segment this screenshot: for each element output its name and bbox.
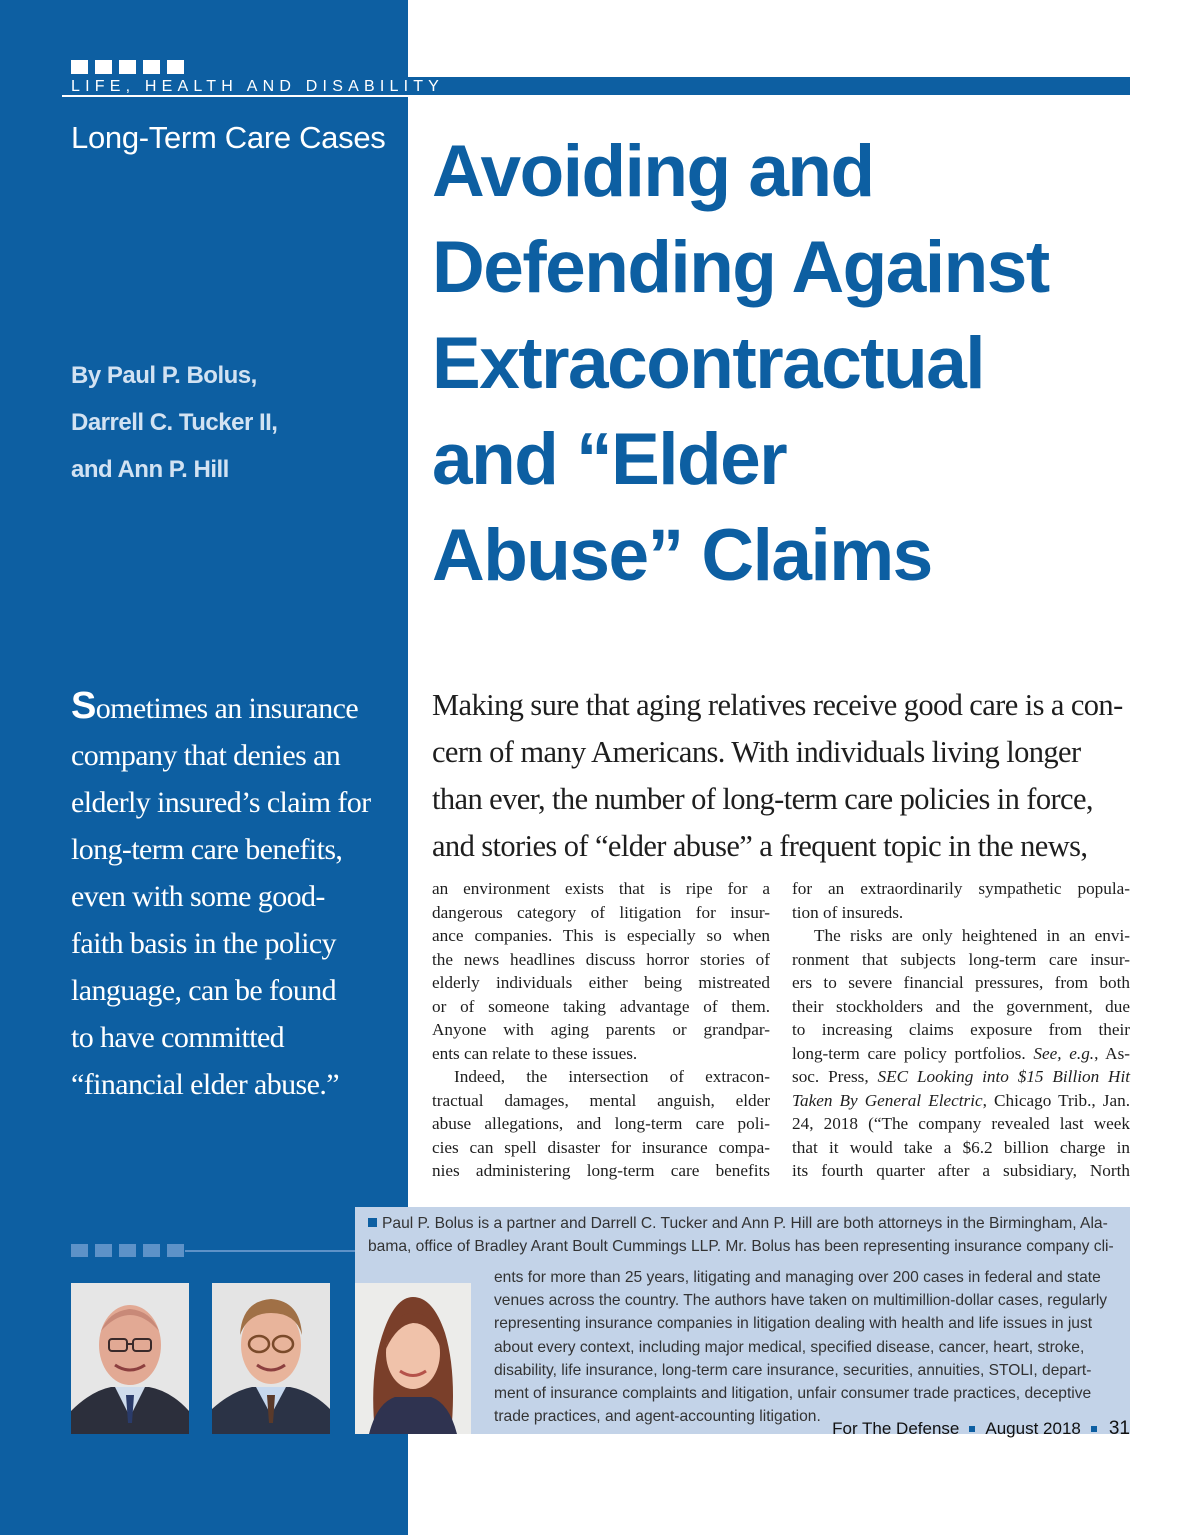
pull-quote-line: long-term care benefits, (71, 833, 343, 866)
pull-quote-line: to have committed (71, 1021, 285, 1054)
body-column-1 (432, 877, 770, 1183)
byline (71, 352, 277, 493)
drop-cap: S (71, 685, 96, 727)
body-line: that it would take a $6.2 billion charge in (792, 1137, 1130, 1157)
page-number: 31 (1108, 1418, 1130, 1439)
marker-square (95, 1244, 112, 1257)
pull-quote-line: company that denies an (71, 739, 341, 772)
body-column-2 (792, 877, 1130, 1183)
body-line: ers to severe financial pressures, from both (792, 973, 1130, 992)
bio-text: Paul P. Bolus is a partner and Darrell C. Tucker and Ann P. Hill are both attorneys in the Birmingham, Ala- (382, 1215, 1108, 1232)
publication-name: For The Defense (832, 1419, 960, 1438)
marker-square (119, 1244, 136, 1257)
body-line: cies can spell disaster for insurance compa- (432, 1137, 770, 1157)
body-line: 24, 2018 (“The company revealed last week (792, 1114, 1130, 1133)
bio-line: venues across the country. The authors have taken on multimillion-dollar cases, regularly (494, 1292, 1108, 1310)
body-line: nies administering long-term care benefits (432, 1161, 770, 1180)
body-line: tion of insureds. (792, 902, 904, 922)
marker-square (71, 1244, 88, 1257)
bio-line: about every context, including major medical, specified disease, cancer, heart, stroke, (494, 1338, 1085, 1356)
title-line: Defending Against (432, 227, 1049, 308)
bio-marker-line (185, 1250, 355, 1252)
body-line: tractual damages, mental anguish, elder (432, 1090, 770, 1110)
pull-quote-line: faith basis in the policy (71, 927, 336, 960)
lede-line: cern of many Americans. With individuals living longer (432, 735, 1081, 769)
body-line (792, 1042, 1130, 1066)
body-line: Indeed, the intersection of extracon- (454, 1067, 770, 1086)
article-title (432, 124, 1132, 604)
author-photo-bolus (71, 1283, 189, 1434)
issue-date: August 2018 (985, 1419, 1081, 1438)
body-line: dangerous category of litigation for insur- (432, 902, 770, 922)
byline-line: and Ann P. Hill (71, 456, 229, 483)
body-line: an environment exists that is ripe for a (432, 879, 770, 898)
body-line: ance companies. This is especially so when (432, 926, 770, 945)
section-marker-squares (71, 60, 184, 74)
body-line: or of someone taking advantage of them. (432, 996, 770, 1016)
body-line: the news headlines discuss horror stories of (432, 949, 770, 969)
lede-paragraph (432, 682, 1132, 870)
body-line (792, 1065, 1130, 1089)
body-line: its fourth quarter after a subsidiary, North (792, 1161, 1130, 1180)
bio-line: ment of insurance complaints and litigation, unfair consumer trade practices, deceptive (494, 1385, 1092, 1403)
portrait-illustration (355, 1283, 471, 1434)
title-line: Extracontractual (432, 323, 985, 404)
page-footer (832, 1418, 1130, 1440)
title-line: and “Elder (432, 419, 787, 500)
body-line: abuse allegations, and long-term care poli- (432, 1114, 770, 1133)
cited-title: Taken By General Electric (792, 1090, 983, 1110)
citation-signal: See, e.g. (1033, 1043, 1095, 1063)
pull-quote-text: ometimes an insurance (95, 692, 359, 725)
body-line: their stockholders and the government, due (792, 996, 1130, 1016)
lede-line: Making sure that aging relatives receive good care is a con- (432, 688, 1123, 722)
portrait-illustration (71, 1283, 189, 1434)
body-line: for an extraordinarily sympathetic popula- (792, 879, 1130, 898)
title-line: Avoiding and (432, 131, 874, 212)
pull-quote-line: language, can be found (71, 974, 337, 1007)
bio-line: ents for more than 25 years, litigating and managing over 200 cases in federal and state (494, 1269, 1101, 1286)
bio-line: representing insurance companies in litigation dealing with health and life issues in just (494, 1315, 1093, 1333)
pull-quote-line: elderly insured’s claim for (71, 786, 371, 819)
author-bio-top (368, 1212, 1120, 1258)
separator-square-icon (1091, 1426, 1097, 1432)
bio-line: disability, life insurance, long-term care insurance, securities, annuities, STOLI, depart- (494, 1361, 1092, 1379)
cited-title: SEC Looking into $15 Billion Hit (877, 1067, 1131, 1086)
body-text: soc. Press, (792, 1067, 878, 1086)
body-line: ents can relate to these issues. (432, 1043, 638, 1063)
marker-square (95, 60, 112, 74)
bio-line (368, 1212, 1120, 1235)
marker-square (143, 1244, 160, 1257)
body-line: ronment that subjects long-term care insur- (792, 949, 1130, 969)
lede-line: than ever, the number of long-term care policies in force, (432, 782, 1093, 816)
marker-square (167, 1244, 184, 1257)
body-line: elderly individuals either being mistreated (432, 973, 770, 992)
body-line (792, 1089, 1130, 1113)
body-text: , Chicago Trib., Jan. (982, 1090, 1130, 1110)
section-label: LIFE, HEALTH AND DISABILITY (71, 78, 445, 95)
bio-line: trade practices, and agent-accounting litigation. (494, 1408, 821, 1426)
body-line: The risks are only heightened in an envi- (814, 926, 1130, 945)
body-line: to increasing claims exposure from their (792, 1020, 1130, 1039)
marker-square (167, 60, 184, 74)
byline-line: By Paul P. Bolus, (71, 362, 257, 389)
body-text: , As- (1094, 1043, 1130, 1063)
body-line: Anyone with aging parents or grandpar- (432, 1020, 770, 1039)
marker-square (71, 60, 88, 74)
subtopic-label: Long-Term Care Cases (71, 120, 386, 155)
pull-quote-line: “financial elder abuse.” (71, 1068, 339, 1101)
bio-marker-squares (71, 1244, 184, 1257)
byline-line: Darrell C. Tucker II, (71, 409, 278, 436)
separator-square-icon (969, 1426, 975, 1432)
marker-square (143, 60, 160, 74)
pull-quote-line (71, 683, 401, 732)
bullet-square-icon (368, 1218, 377, 1227)
portrait-illustration (212, 1283, 330, 1434)
body-text: long-term care policy portfolios. (792, 1043, 1034, 1063)
bio-line: bama, office of Bradley Arant Boult Cummings LLP. Mr. Bolus has been representing insurance company cli- (368, 1238, 1114, 1256)
author-photo-hill (355, 1283, 471, 1434)
author-bio-rest (494, 1266, 1124, 1428)
title-line: Abuse” Claims (432, 515, 932, 596)
pull-quote-line: even with some good- (71, 880, 325, 913)
marker-square (119, 60, 136, 74)
header-rule-bar (408, 77, 1130, 95)
author-photo-tucker (212, 1283, 330, 1434)
pull-quote (71, 683, 401, 1108)
lede-line: and stories of “elder abuse” a frequent topic in the news, (432, 829, 1088, 863)
